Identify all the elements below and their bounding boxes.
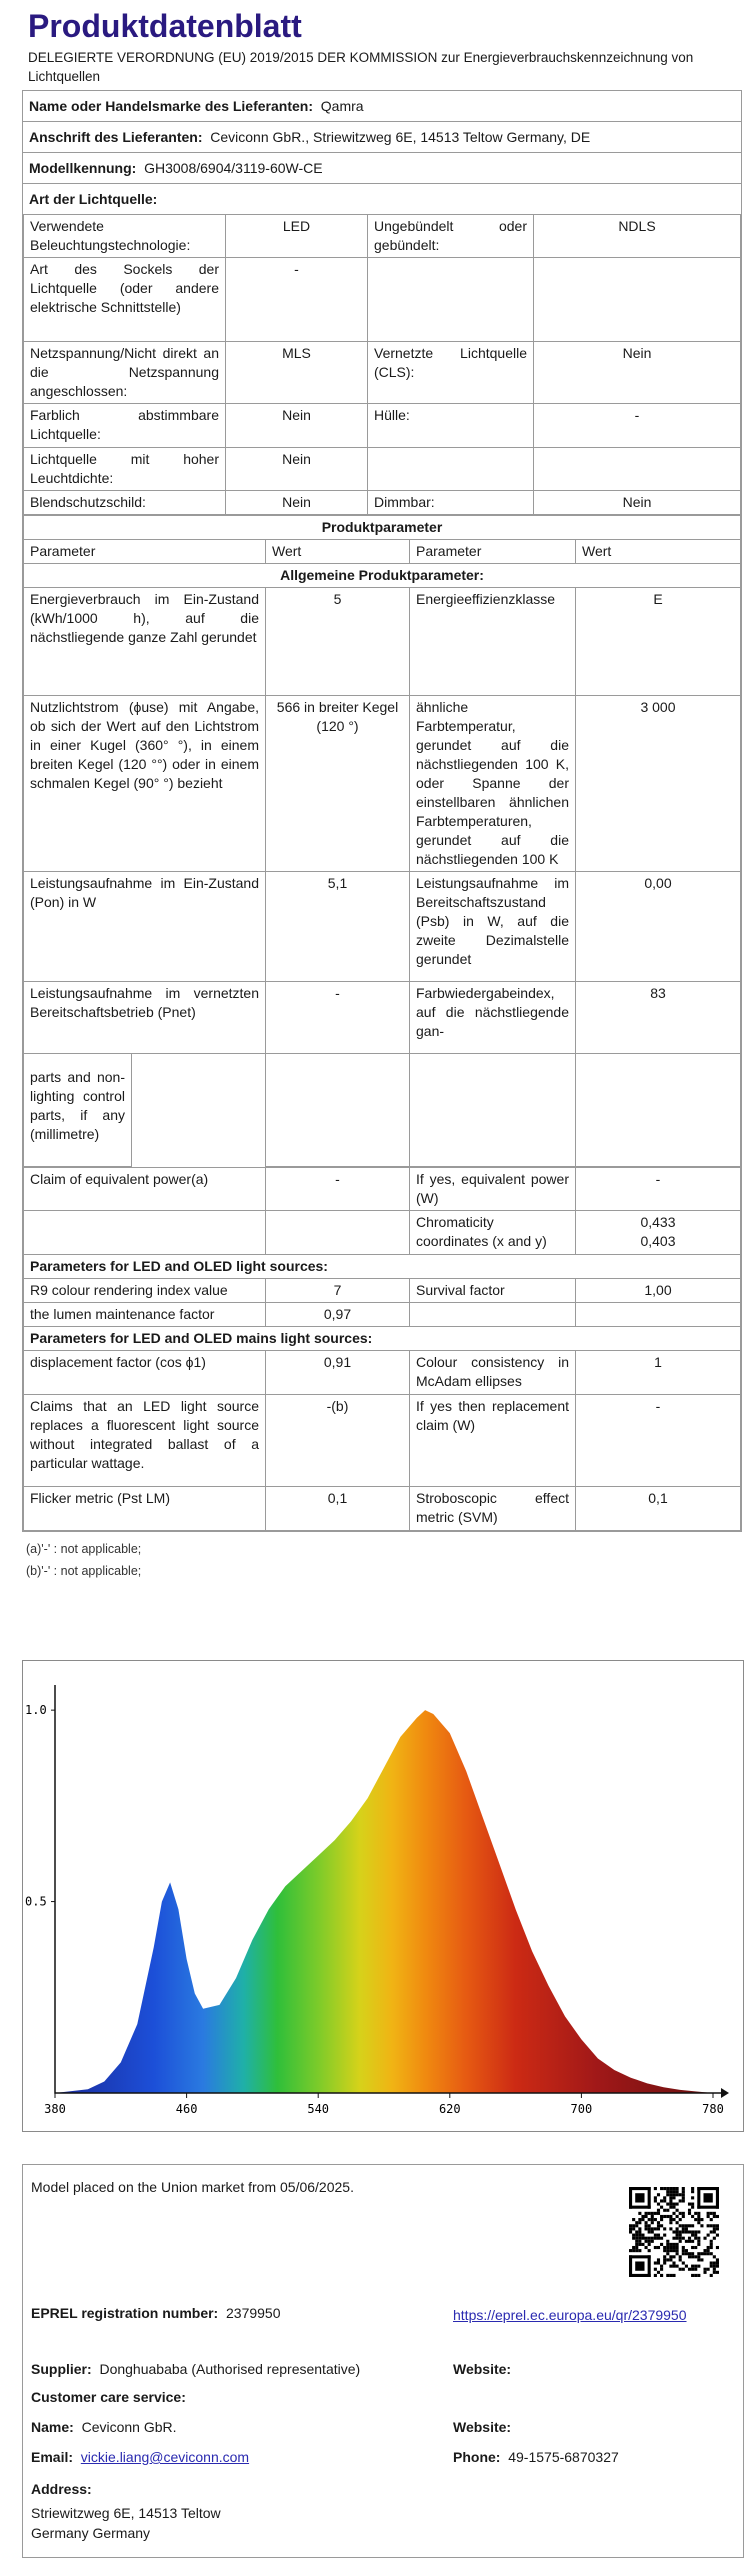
param-value: 566 in breiter Kegel (120 °) [266,696,410,872]
param-value: 5,1 [266,872,410,982]
col-parameter-2: Parameter [410,540,576,564]
type-table [23,214,741,515]
page-title: Produktdatenblatt [28,8,302,44]
led-value: 7 [266,1278,410,1302]
type-label: Art des Sockels der Lichtquelle (oder andere elektrische Schnittstelle) [24,258,226,342]
type-label: Netzspannung/Nicht direkt an die Netzspannung angeschlossen: [24,342,226,404]
led-value [576,1302,741,1326]
mains-label: Colour consistency in McAdam ellipses [410,1350,576,1394]
address-value: Striewitzweg 6E, 14513 Teltow Germany Germany [31,2505,221,2541]
claim-label: Claim of equivalent power(a) [24,1167,266,1210]
claims-table [23,1167,741,1531]
footnote-a: (a)'-' : not applicable; [26,1541,142,1556]
x-axis-arrow [721,2088,729,2098]
type-value [534,448,741,491]
claim-value: - [576,1167,741,1210]
x-tick-label: 460 [175,2102,198,2116]
supplier-name-label: Name oder Handelsmarke des Lieferanten: [29,98,313,114]
mains-label: Claims that an LED light source replaces a fluorescent light source without integrated ballast of a particular wattage. [24,1394,266,1486]
x-tick-label: 780 [702,2102,724,2116]
mains-label: Stroboscopic effect metric (SVM) [410,1486,576,1530]
footnote-b: (b)'-' : not applicable; [26,1563,142,1578]
phone-row [453,2449,619,2465]
mains-label: If yes then replacement claim (W) [410,1394,576,1486]
x-tick-label: 380 [44,2102,66,2116]
type-label: Dimmbar: [368,491,534,515]
mains-value: 1 [576,1350,741,1394]
supplier-box [22,90,742,1532]
param-label: Energieverbrauch im Ein-Zustand (kWh/1000 h), auf die nächstliegende ganze Zahl gerundet [24,588,266,696]
y-tick-label: 1.0 [25,1703,47,1718]
supplier-address: Ceviconn GbR., Striewitzweg 6E, 14513 Teltow Germany, DE [210,129,591,145]
product-params-table [23,515,741,1054]
led-row [24,1278,741,1302]
type-label: Hülle: [368,404,534,448]
type-row [24,448,741,491]
param-row [24,872,741,982]
spectrum-svg [23,1661,743,2131]
col-value-1: Wert [266,540,410,564]
param-value: E [576,588,741,696]
type-value: Nein [226,491,368,515]
claim-label: Chromaticity coordinates (x and y) [410,1210,576,1254]
param-value: 5 [266,588,410,696]
eprel-number: 2379950 [226,2305,281,2321]
type-row [24,404,741,448]
type-row [24,491,741,515]
type-row [24,215,741,258]
led-label: R9 colour rendering index value [24,1278,266,1302]
param-value: - [266,982,410,1054]
led-label [410,1302,576,1326]
supplier-name-row [23,91,741,121]
param-value: 0,00 [576,872,741,982]
type-value: Nein [534,491,741,515]
mains-row [24,1394,741,1486]
eprel-box [22,2164,744,2558]
fragment-table [23,1054,741,1167]
param-value: 83 [576,982,741,1054]
regulation-text: DELEGIERTE VERORDNUNG (EU) 2019/2015 DER KOMMISSION zur Energieverbrauchskennzeichnung von Lichtquellen [28,50,694,84]
type-value: MLS [226,342,368,404]
type-value: - [534,404,741,448]
mains-value: 0,1 [576,1486,741,1530]
mains-value: -(b) [266,1394,410,1486]
led-value: 0,97 [266,1302,410,1326]
led-heading: Parameters for LED and OLED light sources: [24,1254,741,1278]
email-label: Email: [31,2449,74,2465]
param-label: Leistungsaufnahme im Bereitschaftszustand (Psb) in W, auf die zweite Dezimalstelle gerundet [410,872,576,982]
email-row [31,2449,249,2465]
model-label: Modellkennung: [29,160,137,176]
claim-label [24,1210,266,1254]
type-value: - [226,258,368,342]
claim-label: If yes, equivalent power (W) [410,1167,576,1210]
datasheet [22,0,742,1582]
x-tick-label: 540 [307,2102,330,2116]
general-params-heading: Allgemeine Produktparameter: [24,564,741,588]
col-value-2: Wert [576,540,741,564]
website-label-2: Website: [453,2419,512,2435]
mains-value: 0,1 [266,1486,410,1530]
supplier-row [31,2361,360,2377]
mains-label: displacement factor (cos ϕ1) [24,1350,266,1394]
mains-row [24,1486,741,1530]
spectrum-area [55,1710,713,2093]
eprel-row [31,2305,281,2321]
eprel-supplier: Donghuababa (Authorised representative) [99,2361,361,2377]
claim-row [24,1210,741,1254]
led-label: Survival factor [410,1278,576,1302]
light-source-type-heading: Art der Lichtquelle: [29,191,158,207]
phone-label: Phone: [453,2449,501,2465]
type-label: Verwendete Beleuchtungstechnologie: [24,215,226,258]
address-label: Address: [31,2481,92,2497]
claim-value: - [266,1167,410,1210]
name-value: Ceviconn GbR. [81,2419,177,2435]
type-row [24,258,741,342]
type-label: Farblich abstimmbare Lichtquelle: [24,404,226,448]
mains-value: 0,91 [266,1350,410,1394]
footnotes [22,1532,742,1582]
claim-value: 0,433 0,403 [576,1210,741,1254]
type-value: Nein [534,342,741,404]
supplier-name: Qamra [320,98,364,114]
type-value [534,258,741,342]
type-label: Lichtquelle mit hoher Leuchtdichte: [24,448,226,491]
param-row [24,696,741,872]
mains-value: - [576,1394,741,1486]
y-tick-label: 0.5 [25,1894,47,1909]
qr-code-icon[interactable] [629,2187,719,2277]
fragment-text: parts and non-lighting control parts, if any (millimetre) [24,1054,132,1166]
supplier-address-row [23,121,741,152]
eprel-link[interactable]: https://eprel.ec.europa.eu/qr/2379950 [453,2307,687,2323]
x-tick-label: 620 [438,2102,461,2116]
param-label: Farbwiedergabeindex, auf die nächstliegende gan- [410,982,576,1054]
led-label: the lumen maintenance factor [24,1302,266,1326]
spectrum-chart [22,1660,744,2132]
param-row [24,982,741,1054]
x-tick-label: 700 [570,2102,593,2116]
email-link[interactable]: vickie.liang@ceviconn.com [80,2449,250,2465]
mains-row [24,1350,741,1394]
type-value: LED [226,215,368,258]
param-label: Nutzlichtstrom (ϕuse) mit Angabe, ob sich der Wert auf den Lichtstrom in einer Kugel (360° °), in einem breiten Kegel (120 °°) oder in einem schmalen Kegel (90° °) bezieht [24,696,266,872]
product-params-heading: Produktparameter [24,516,741,540]
model-id: GH3008/6904/3119-60W-CE [144,160,323,176]
type-value: Nein [226,404,368,448]
claim-value [266,1210,410,1254]
name-label: Name: [31,2419,74,2435]
param-label: Energieeffizienzklasse [410,588,576,696]
phone-value: 49-1575-6870327 [508,2449,619,2465]
type-value: Nein [226,448,368,491]
param-label: ähnliche Farbtemperatur, gerundet auf die nächstliegenden 100 K, oder Spanne der einstellbaren ähnlichen Farbtemperaturen, gerundet auf die nächstliegenden 100 K [410,696,576,872]
type-label [368,448,534,491]
col-parameter-1: Parameter [24,540,266,564]
light-source-type-row [23,183,741,214]
supplier-address-label: Anschrift des Lieferanten: [29,129,203,145]
param-row [24,588,741,696]
eprel-label: EPREL registration number: [31,2305,219,2321]
eprel-supplier-label: Supplier: [31,2361,92,2377]
type-label: Vernetzte Lichtquelle (CLS): [368,342,534,404]
param-value: 3 000 [576,696,741,872]
mains-label: Flicker metric (Pst LM) [24,1486,266,1530]
mains-heading: Parameters for LED and OLED mains light sources: [24,1326,741,1350]
param-label: Leistungsaufnahme im vernetzten Bereitschaftsbetrieb (Pnet) [24,982,266,1054]
claim-row [24,1167,741,1210]
model-row [23,152,741,183]
customer-care-label: Customer care service: [31,2389,186,2405]
name-row [31,2419,177,2435]
market-text: Model placed on the Union market from 05/06/2025. [31,2179,354,2195]
param-label: Leistungsaufnahme im Ein-Zustand (Pon) in W [24,872,266,982]
type-label: Blendschutzschild: [24,491,226,515]
website-label-1: Website: [453,2361,512,2377]
type-value: NDLS [534,215,741,258]
type-label [368,258,534,342]
led-value: 1,00 [576,1278,741,1302]
type-label: Ungebündelt oder gebündelt: [368,215,534,258]
type-row [24,342,741,404]
led-row [24,1302,741,1326]
